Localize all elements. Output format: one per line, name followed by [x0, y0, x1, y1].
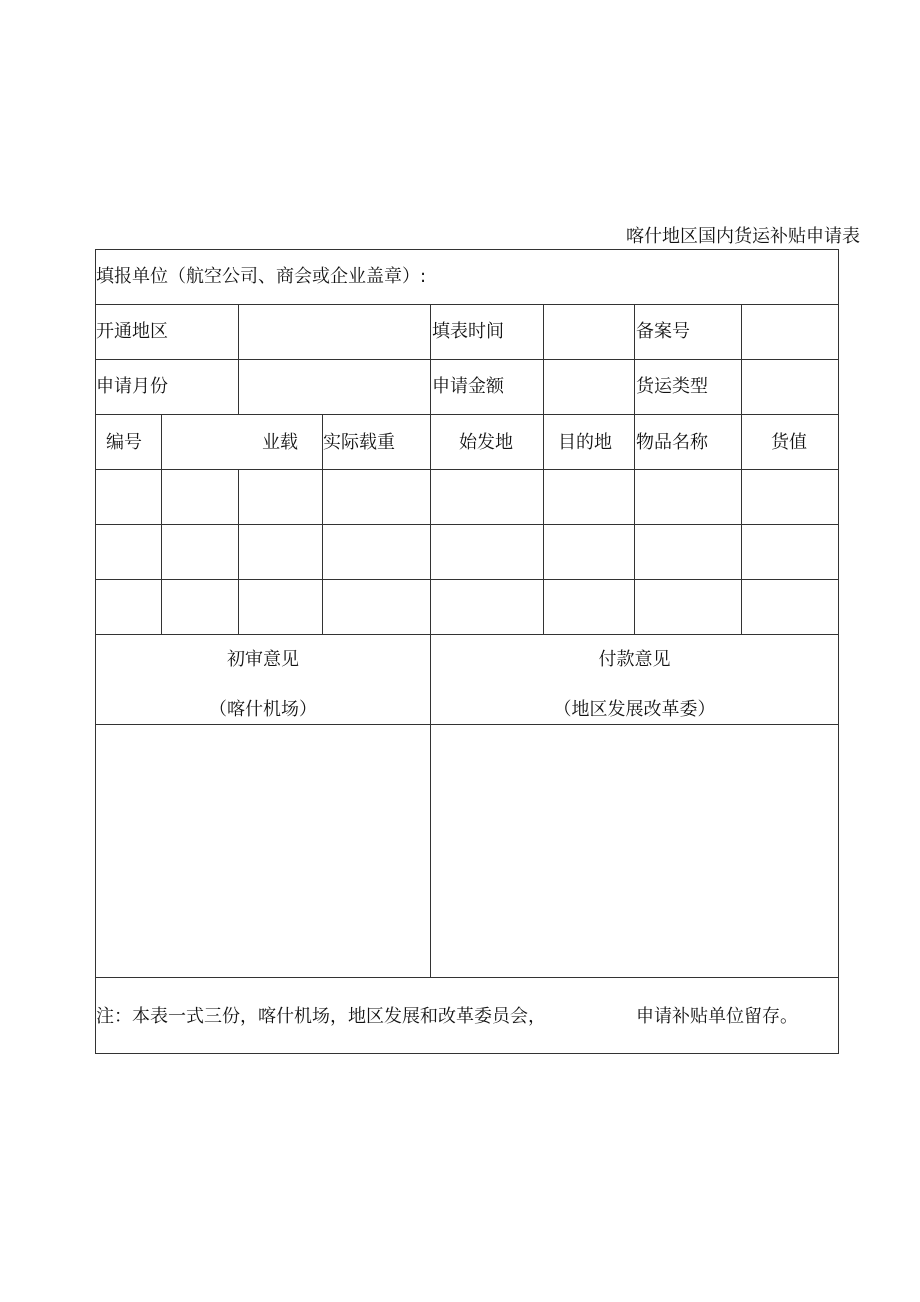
apply-amount-label: 申请金额: [432, 376, 504, 397]
note-text-end: 申请补贴单位留存。: [636, 1006, 798, 1027]
fill-time-label: 填表时间: [432, 321, 504, 342]
col-header-origin: 始发地: [459, 432, 513, 453]
cargo-type-label: 货运类型: [636, 376, 708, 397]
initial-review-content[interactable]: [96, 725, 430, 977]
note-text: 注：本表一式三份，喀什机场，地区发展和改革委员会，: [96, 1006, 546, 1027]
col-divider: [543, 304, 544, 414]
region-label: 开通地区: [96, 321, 168, 342]
col-header-actual-load: 实际载重: [323, 432, 395, 453]
row-divider: [95, 977, 839, 978]
row-divider: [95, 414, 839, 415]
col-header-payload: 业载: [262, 432, 298, 453]
table-row[interactable]: [96, 525, 838, 579]
payment-opinion-label: 付款意见: [598, 649, 671, 670]
col-divider: [238, 304, 239, 414]
row-divider: [95, 634, 839, 635]
initial-review-label: 初审意见: [227, 649, 299, 670]
col-header-destination: 目的地: [558, 432, 612, 453]
apply-month-label: 申请月份: [96, 376, 168, 397]
table-row[interactable]: [96, 470, 838, 524]
payment-opinion-content[interactable]: [431, 725, 838, 977]
table-row[interactable]: [96, 580, 838, 634]
form-title: 喀什地区国内货运补贴申请表: [626, 226, 860, 247]
col-header-number: 编号: [106, 432, 142, 453]
initial-review-sublabel: （喀什机场）: [209, 699, 317, 720]
col-divider: [634, 304, 635, 414]
row-divider: [95, 304, 839, 305]
col-divider: [741, 304, 742, 414]
reporting-unit-label: 填报单位（航空公司、商会或企业盖章）:: [96, 266, 427, 287]
row-divider: [95, 359, 839, 360]
col-header-item-name: 物品名称: [636, 432, 708, 453]
col-header-cargo-value: 货值: [771, 432, 807, 453]
record-no-label: 备案号: [636, 321, 690, 342]
col-divider: [430, 304, 431, 414]
payment-opinion-sublabel: （地区发展改革委）: [553, 699, 716, 720]
